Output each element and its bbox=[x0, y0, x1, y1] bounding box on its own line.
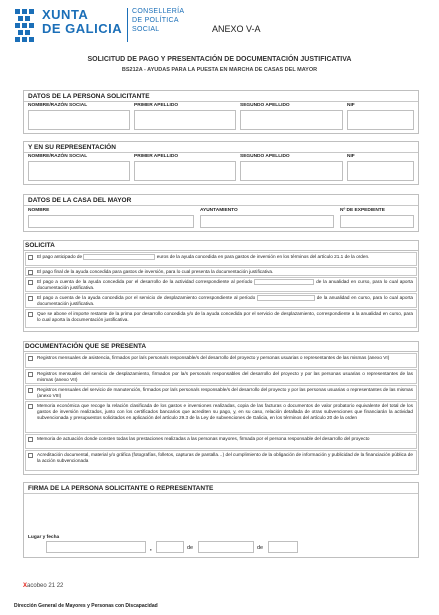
checkbox[interactable] bbox=[28, 296, 33, 301]
row-text: Que se abone el importe restante de la prima por desarrollo concedida y/o de la ayuda concedida por el servicio de desplazamiento, correspondiente a la anualidad en curso, para lo cual aporta la documentación justificativa. bbox=[37, 311, 413, 322]
divider bbox=[23, 351, 419, 352]
checkbox[interactable] bbox=[28, 356, 33, 361]
doc-row-6 bbox=[25, 450, 417, 471]
section-title: SOLICITA bbox=[25, 242, 55, 249]
importe-field[interactable] bbox=[83, 254, 155, 260]
xunta-logo-text bbox=[42, 8, 122, 36]
primer-apellido-field[interactable] bbox=[134, 110, 236, 130]
row-text-a: El pago anticipado de bbox=[37, 254, 83, 260]
checkbox[interactable] bbox=[28, 312, 33, 317]
nombre-field[interactable] bbox=[28, 110, 130, 130]
casa-nombre-field[interactable] bbox=[28, 215, 194, 228]
rep-primer-apellido-field[interactable] bbox=[134, 161, 236, 181]
section-title: DATOS DE LA PERSONA SOLICITANTE bbox=[28, 93, 150, 100]
row-text-b: de la anualidad en curso, para lo cual aporta documentación justificativa. bbox=[37, 295, 413, 307]
footer-department: Dirección General de Mayores y Personas con Discapacidad bbox=[14, 603, 158, 609]
row-text bbox=[37, 279, 413, 291]
xacobeo-logo bbox=[23, 583, 63, 589]
checkbox[interactable] bbox=[28, 372, 33, 377]
field-label: NOMBRE/RAZÓN SOCIAL bbox=[28, 103, 88, 108]
field-label: SEGUNDO APELLIDO bbox=[240, 103, 290, 108]
cons-line3: SOCIAL bbox=[132, 26, 160, 33]
field-label: Nº DE EXPEDIENTE bbox=[340, 208, 385, 213]
row-text: Registros mensuales del servicio de manutención, firmados por la/s persona/s responsable/s del desarrollo del proyecto y por las personas usuarias o representantes de las mismas (anexo VIII) bbox=[37, 387, 413, 398]
field-label: AYUNTAMIENTO bbox=[200, 208, 238, 213]
row-text: Memoria de actuación donde consten todas las prestaciones realizadas a las personas mayores, firmada por el persona responsable del desarrollo del proyecto bbox=[37, 436, 370, 441]
rep-nombre-field[interactable] bbox=[28, 161, 130, 181]
cons-line1: CONSELLERÍA bbox=[132, 8, 185, 15]
doc-row-4 bbox=[25, 401, 417, 433]
expediente-field[interactable] bbox=[340, 215, 414, 228]
field-label: NOMBRE/RAZÓN SOCIAL bbox=[28, 154, 88, 159]
logo-divider bbox=[127, 8, 128, 42]
periodo-field[interactable] bbox=[257, 295, 315, 301]
checkbox[interactable] bbox=[28, 280, 33, 285]
row-text: Registros mensuales del servicio de desplazamiento, firmados por la/s persona/s responsables del desarrollo del proyecto y por las personas usuarias o representantes de las mismas (anexo VII) bbox=[37, 371, 413, 382]
conselleria-logo-text bbox=[132, 7, 184, 34]
lugar-fecha-label: Lugar y fecha bbox=[28, 535, 60, 540]
field-label: PRIMER APELLIDO bbox=[134, 103, 179, 108]
row-text bbox=[37, 254, 413, 260]
de-label: de bbox=[187, 545, 194, 551]
nif-field[interactable] bbox=[347, 110, 414, 130]
divider bbox=[24, 493, 418, 494]
divider bbox=[24, 205, 418, 206]
anexo-label: ANEXO V-A bbox=[212, 24, 261, 34]
doc-row-2 bbox=[25, 369, 417, 384]
solicita-row-1 bbox=[25, 252, 417, 266]
checkbox[interactable] bbox=[28, 270, 33, 275]
row-text: El pago final de la ayuda concedida para gastos de inversión, para lo cual presenta la documentación justificativa. bbox=[37, 269, 274, 274]
casa-section bbox=[23, 194, 419, 232]
form-subtitle: BS212A - AYUDAS PARA LA PUESTA EN MARCHA DE CASAS DEL MAYOR bbox=[121, 67, 318, 73]
checkbox[interactable] bbox=[28, 437, 33, 442]
divider bbox=[23, 250, 419, 251]
checkbox[interactable] bbox=[28, 453, 33, 458]
de-label: de bbox=[257, 545, 264, 551]
doc-row-3 bbox=[25, 385, 417, 400]
field-label: PRIMER APELLIDO bbox=[134, 154, 179, 159]
checkbox[interactable] bbox=[28, 404, 33, 409]
row-text: Acreditación documental, material y/o gráfica (fotografías, folletos, capturas de pantalla…) del cumplimiento de la obligación de información y publicidad de la financiación pública de la acción subvencionada bbox=[37, 452, 413, 463]
solicita-row-5 bbox=[25, 309, 417, 328]
cons-line2: DE POLÍTICA bbox=[132, 17, 179, 24]
rep-nif-field[interactable] bbox=[347, 161, 414, 181]
section-title: Y EN SU REPRESENTACIÓN bbox=[28, 144, 116, 151]
row-text-a: El pago a cuenta de la ayuda concedida por el servicio de desplazamiento correspondiente al período bbox=[37, 295, 256, 301]
xacobeo-text: acobeo 21 22 bbox=[27, 583, 64, 589]
row-text-b: de la anualidad en curso, para lo cual aporta documentación justificativa. bbox=[37, 279, 414, 291]
xacobeo-mark-icon: X bbox=[23, 583, 28, 589]
lugar-field[interactable] bbox=[46, 541, 146, 553]
field-label: SEGUNDO APELLIDO bbox=[240, 154, 290, 159]
doc-row-1 bbox=[25, 353, 417, 368]
solicita-row-3 bbox=[25, 277, 417, 292]
section-title: DATOS DE LA CASA DEL MAYOR bbox=[28, 197, 132, 204]
segundo-apellido-field[interactable] bbox=[240, 110, 343, 130]
row-text: Registros mensuales de asistencia, firmados por la/s persona/s responsable/s del desarrollo del proyecto y personas usuarias o representantes de las mismas (anexo VI) bbox=[37, 355, 390, 360]
doc-row-5 bbox=[25, 434, 417, 449]
field-label: NOMBRE bbox=[28, 208, 50, 213]
anio-field[interactable] bbox=[268, 541, 298, 553]
mes-field[interactable] bbox=[198, 541, 254, 553]
rep-segundo-apellido-field[interactable] bbox=[240, 161, 343, 181]
row-text bbox=[37, 295, 413, 307]
solicita-row-2 bbox=[25, 267, 417, 276]
section-title: DOCUMENTACIÓN QUE SE PRESENTA bbox=[25, 343, 147, 350]
divider bbox=[24, 152, 418, 153]
field-label: NIF bbox=[347, 154, 355, 159]
checkbox[interactable] bbox=[28, 255, 33, 260]
comma-sep: , bbox=[150, 546, 152, 552]
solicita-row-4 bbox=[25, 293, 417, 308]
row-text: Memoria económica que recoge la relación clasificada de los gastos e inversiones realizadas, copia de las facturas o documentos de valor probatorio equivalente del total de los gastos de inversión realizados, junto con los certificados bancarios que acrediten su pago, y, en su caso, relación detallada de otras subvenciones que financiarán la actividad subvencionada y presupuestos solicitados en aplicación del artículo 29.3 de la Ley de subvenciones de Galicia, en los términos del artículo 20 de la orden bbox=[37, 403, 413, 420]
xunta-line1: XUNTA bbox=[42, 7, 89, 22]
field-label: NIF bbox=[347, 103, 355, 108]
divider bbox=[24, 101, 418, 102]
checkbox[interactable] bbox=[28, 388, 33, 393]
firma-section bbox=[23, 482, 419, 558]
xunta-flag-icon bbox=[14, 8, 36, 44]
dia-field[interactable] bbox=[156, 541, 184, 553]
solicitante-section bbox=[23, 90, 419, 134]
periodo-field[interactable] bbox=[254, 279, 314, 285]
section-title: FIRMA DE LA PERSONA SOLICITANTE O REPRESENTANTE bbox=[28, 485, 214, 492]
representacion-section bbox=[23, 141, 419, 185]
row-text-b: euros de la ayuda concedida en para gastos de inversión en los términos del artículo 21.1 de la orden. bbox=[156, 254, 370, 260]
form-title: SOLICITUD DE PAGO Y PRESENTACIÓN DE DOCUMENTACIÓN JUSTIFICATIVA bbox=[87, 56, 352, 63]
xunta-line2: DE GALICIA bbox=[42, 21, 123, 36]
page-header bbox=[14, 6, 434, 52]
ayuntamiento-field[interactable] bbox=[200, 215, 334, 228]
row-text-a: El pago a cuenta de la ayuda concedida por el desarrollo de la actividad correspondiente al período bbox=[37, 279, 253, 285]
